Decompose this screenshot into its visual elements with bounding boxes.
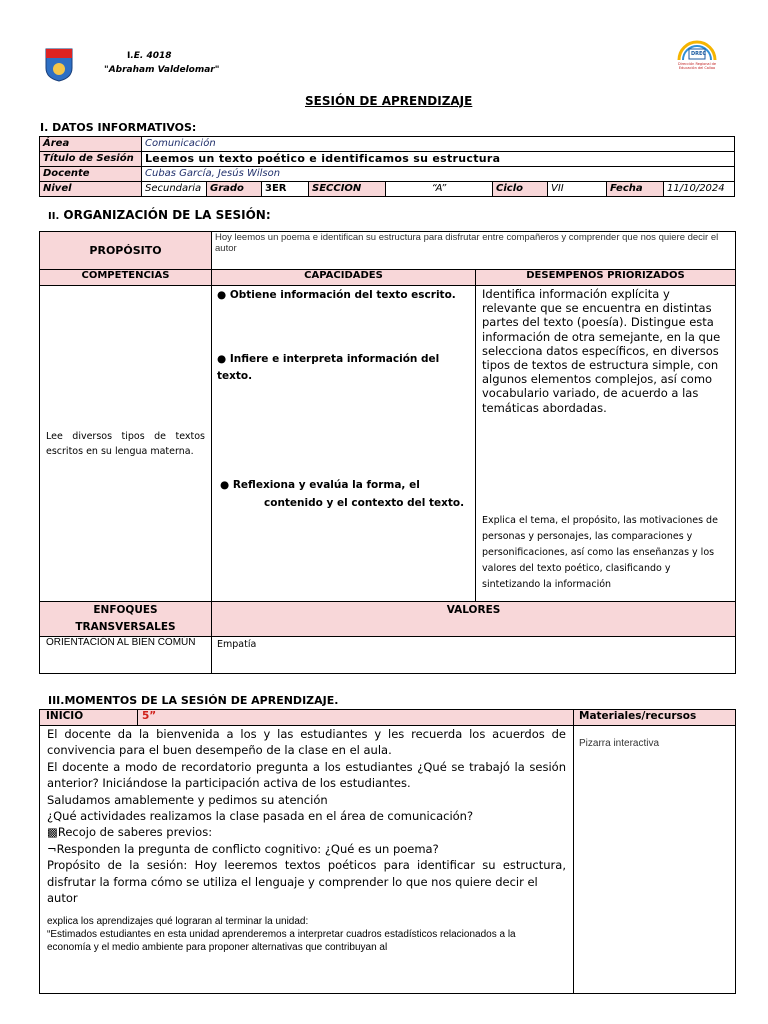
- page-title: SESIÓN DE APRENDIZAJE: [305, 94, 473, 108]
- inicio-p9: “Estimados estudiantes en esta unidad aprenderemos a interpretar cuadros estadísticos relacionados a la: [47, 929, 516, 941]
- seccion-value: “A”: [386, 182, 493, 197]
- inicio-p10: economía y el medio ambiente para proponer alternativas que contribuyan al: [47, 941, 388, 953]
- organizacion-table: [39, 231, 736, 674]
- school-crest: [45, 48, 73, 82]
- col-desempenos: DESEMPEÑOS PRIORIZADOS: [476, 270, 736, 286]
- nivel-label: Nivel: [40, 182, 142, 197]
- datos-informativos-table: [39, 136, 735, 197]
- inicio-p3: Saludamos amablemente y pedimos su atención: [47, 792, 328, 807]
- school-name: "Abraham Valdelomar": [104, 65, 220, 75]
- drec-logo-label: DREC: [691, 51, 707, 57]
- inicio-p8: explica los aprendizajes qué lograran al terminar la unidad:: [47, 916, 309, 928]
- area-label: Área: [40, 137, 142, 152]
- col-competencias: COMPETENCIAS: [40, 270, 212, 286]
- materiales-label: Materiales/recursos: [574, 710, 736, 726]
- area-value: Comunicación: [142, 137, 735, 152]
- col-capacidades: CAPACIDADES: [212, 270, 476, 286]
- desempeno-1: Identifica información explícita y relevante que se encuentra en distintas partes del texto (poesía). Distingue esta información de otra semejante, en la que selecciona datos específicos, en diversos tipos de textos de estructura simple, con algunos elementos complejos, así como vocabulario variado, de acuerdo a las temáticas abordadas.: [482, 287, 721, 415]
- valores-label: VALORES: [212, 602, 736, 637]
- docente-label: Docente: [40, 167, 142, 182]
- competencia-text: Lee diversos tipos de textos escritos en su lengua materna.: [40, 286, 212, 602]
- drec-logo-sub1: Dirección Regional de: [677, 62, 717, 66]
- seccion-label: SECCION: [309, 182, 386, 197]
- section1-heading: I. DATOS INFORMATIVOS:: [40, 121, 197, 134]
- capacidad-1: ● Obtiene información del texto escrito.: [217, 289, 456, 301]
- capacidad-3-cont: contenido y el contexto del texto.: [264, 497, 465, 509]
- section3-heading: III.MOMENTOS DE LA SESIÓN DE APRENDIZAJE.: [48, 694, 339, 707]
- section2-heading: II. ORGANIZACIÓN DE LA SESIÓN:: [48, 208, 271, 222]
- inicio-p1: El docente da la bienvenida a los y las estudiantes y les recuerda los acuerdos de convivencia para el buen desempeño de la clase en el aula.: [47, 727, 566, 758]
- inicio-p2: El docente a modo de recordatorio pregunta a los estudiantes ¿Qué se trabajó la sesión anterior? Iniciándose la participación activa de los estudiantes.: [47, 759, 566, 791]
- inicio-content: [40, 726, 574, 994]
- inicio-p7b: autor: [47, 891, 78, 906]
- inicio-p6: ¬Responden la pregunta de conflicto cognitivo: ¿Qué es un poema?: [47, 841, 439, 856]
- enfoque-value: ORIENTACIÓN AL BIEN COMÚN: [40, 637, 212, 674]
- ciclo-label: Ciclo: [493, 182, 548, 197]
- bullet-icon: ▩: [47, 825, 58, 840]
- titulo-value: Leemos un texto poético e identificamos su estructura: [142, 152, 735, 167]
- capacidad-3: ● Reflexiona y evalúa la forma, el: [220, 479, 420, 491]
- inicio-time: 5”: [138, 710, 574, 726]
- capacidad-2: ● Infiere e interpreta información del texto.: [217, 353, 440, 382]
- proposito-text: Hoy leemos un poema e identifican su estructura para disfrutar entre compañeros y comprender que nos quiere decir el autor: [212, 232, 736, 270]
- valor-value: Empatía: [212, 637, 736, 674]
- desempeno-2: Explica el tema, el propósito, las motivaciones de personas y personajes, las comparaciones y personificaciones, así como las enseñanzas y los valores del texto poético, clasificando y sintetizando la información: [482, 515, 718, 590]
- drec-logo-sub2: Educación del Callao: [678, 66, 716, 70]
- fecha-value: 11/10/2024: [664, 182, 735, 197]
- ciclo-value: VII: [548, 182, 607, 197]
- grado-label: Grado: [207, 182, 262, 197]
- inicio-label: INICIO: [40, 710, 138, 726]
- capacidades-cell: [212, 286, 476, 602]
- school-ie: I.E. 4018: [127, 51, 172, 61]
- enfoques-label: ENFOQUES TRANSVERSALES: [40, 602, 212, 637]
- material-1: Pizarra interactiva: [574, 726, 736, 994]
- fecha-label: Fecha: [607, 182, 664, 197]
- inicio-p7: Propósito de la sesión: Hoy leeremos textos poéticos para identificar su estructura, disfrutar la forma cómo se utiliza el lenguaje y comprender lo que nos quiere decir el: [47, 858, 566, 889]
- nivel-value: Secundaria: [142, 182, 207, 197]
- inicio-p5: ▩Recojo de saberes previos:: [47, 825, 213, 840]
- titulo-label: Título de Sesión: [40, 152, 142, 167]
- inicio-p4: ¿Qué actividades realizamos la clase pasada en el área de comunicación?: [47, 809, 474, 824]
- drec-logo: [675, 40, 719, 76]
- momentos-table: [39, 709, 736, 994]
- grado-value: 3ER: [262, 182, 309, 197]
- proposito-label: PROPÓSITO: [40, 232, 212, 270]
- desempenos-cell: [476, 286, 736, 602]
- docente-value: Cubas García, Jesús Wilson: [142, 167, 735, 182]
